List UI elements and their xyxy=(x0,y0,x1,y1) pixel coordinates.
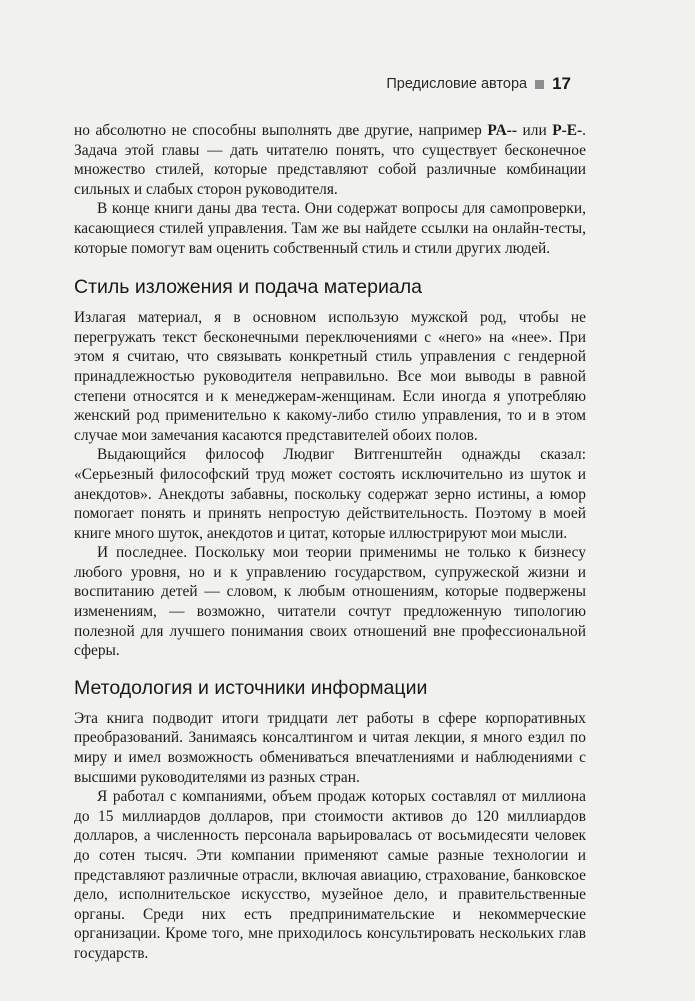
paragraph-7: Я работал с компаниями, объем продаж которых составлял от миллиона до 15 миллиардов долларов, при стоимости активов до 120 миллиардов долларов, а численность персонала варьировалась от восьмидесяти человек до сотен тысяч. Эти компании применяют самые разные технологии и представляют различные отрасли, включая авиацию, страхование, банковское дело, исполнительское искусство, музейное дело, и правительственные органы. Среди них есть предпринимательские и некоммерческие организации. Кроме того, мне приходилось консультировать нескольких глав государств. xyxy=(74,788,586,962)
page-number: 17 xyxy=(552,74,571,93)
p1-text-start: но абсолютно не способны выполнять две другие, например xyxy=(74,122,488,139)
paragraph-2: В конце книги даны два теста. Они содержат вопросы для самопроверки, касающиеся стилей управления. Там же вы найдете ссылки на онлайн-тесты, которые помогут вам оценить собственный стиль и стили других людей. xyxy=(74,200,586,257)
paragraph-6: Эта книга подводит итоги тридцати лет работы в сфере корпоративных преобразований. Занимаясь консалтингом и читая лекции, я много ездил по миру и имел возможность обмениваться впечатлениями и наблюдениями с высшими руководителями из разных стран. xyxy=(74,709,586,786)
paragraph-4: Выдающийся философ Людвиг Витгенштейн однажды сказал: «Серьезный философский труд может состоять исключительно из шуток и анекдотов». Анекдоты забавны, поскольку содержат зерно истины, а юмор помогает понять и принять непростую действительность. Поэтому в моей книге много шуток, анекдотов и цитат, которые иллюстрируют мои мысли. xyxy=(74,446,586,542)
paragraph-5: И последнее. Поскольку мои теории применимы не только к бизнесу любого уровня, но и к управлению государством, супружеской жизни и воспитанию детей — словом, к любым отношениям, которые подвержены изменениям, — возможно, читатели сочтут предложенную типологию полезной для лучшего понимания своих отношений вне профессиональной сферы. xyxy=(74,544,586,660)
page-body xyxy=(74,121,586,964)
section-heading-methodology: Методология и источники информации xyxy=(74,676,428,699)
style-code-pa: PA-- xyxy=(487,122,517,139)
paragraph-3: Излагая материал, я в основном использую мужской род, чтобы не перегружать текст бесконечными переключениями с «него» на «нее». При этом я считаю, что связывать конкретный стиль управления с гендерной принадлежностью руководителя неправильно. Все мои выводы в равной степени относятся и к менеджерам-женщинам. Если иногда я употребляю женский род применительно к какому-либо стилю управления, то и в этом случае мои замечания касаются представителей обоих полов. xyxy=(74,309,586,444)
square-bullet-icon xyxy=(535,80,544,89)
p1-text-mid: или xyxy=(517,122,553,139)
section-title: Предисловие автора xyxy=(386,76,528,92)
section-heading-style: Стиль изложения и подача материала xyxy=(74,276,422,299)
running-header xyxy=(386,74,571,94)
style-code-pe: P-E- xyxy=(552,122,583,139)
paragraph-1 xyxy=(74,121,586,199)
p1-text-end: . Задача этой главы — дать читателю понять, что существует бесконечное множество стилей, которые представляют собой различные комбинации сильных и слабых сторон руководителя. xyxy=(74,122,586,198)
